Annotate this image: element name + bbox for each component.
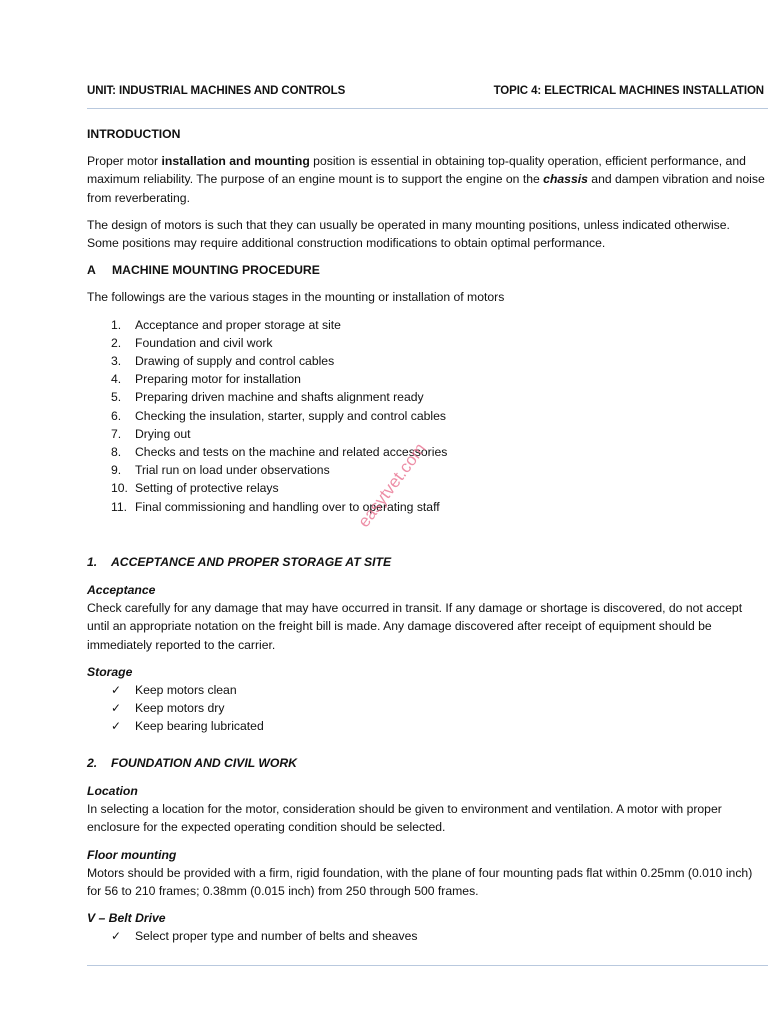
- step-number: 5.: [111, 390, 122, 405]
- storage-item: [87, 681, 765, 699]
- belt-drive-item: [87, 927, 765, 945]
- checkmark-icon: ✓: [111, 719, 122, 734]
- step-number: 10.: [111, 481, 128, 496]
- acceptance-text: Check carefully for any damage that may have occurred in transit. If any damage or shortage is discovered, do not accept until an appropriate notation on the freight bill is made. Any damage discovered after receipt of equipment should be immediately reported to the carrier.: [87, 601, 743, 652]
- section-2-number: 2.: [87, 755, 98, 770]
- mounting-step-item: [87, 352, 765, 370]
- section-2-title: FOUNDATION AND CIVIL WORK: [111, 755, 297, 770]
- location-text: In selecting a location for the motor, consideration should be given to environment and ventilation. A motor with proper enclosure for the expected operating condition should be selected.: [87, 802, 722, 835]
- section-1-title: ACCEPTANCE AND PROPER STORAGE AT SITE: [111, 554, 392, 569]
- intro-p1-bold: installation and mounting: [161, 154, 310, 169]
- mounting-step-item: [87, 316, 765, 334]
- storage-list: [87, 681, 765, 736]
- section-a-letter: A: [87, 263, 96, 278]
- checkmark-icon: ✓: [111, 701, 122, 716]
- storage-item-text: Keep motors dry: [135, 701, 225, 716]
- step-number: 9.: [111, 463, 122, 478]
- document-page: [87, 0, 768, 1024]
- mounting-step-item: [87, 479, 765, 497]
- watermark-text: easytvet.com: [354, 439, 430, 531]
- intro-p1-text-e: and dampen vibration and noise from reverberating.: [87, 172, 765, 205]
- mounting-step-item: [87, 388, 765, 406]
- step-text: Acceptance and proper storage at site: [135, 317, 341, 332]
- belt-drive-title: V – Belt Drive: [87, 911, 166, 926]
- step-number: 7.: [111, 426, 122, 441]
- step-number: 8.: [111, 445, 122, 460]
- intro-p1-text-a: Proper motor: [87, 154, 162, 169]
- document-body: [87, 125, 765, 946]
- step-text: Setting of protective relays: [135, 481, 279, 496]
- header-unit: UNIT: INDUSTRIAL MACHINES AND CONTROLS: [87, 85, 346, 97]
- step-text: Checking the insulation, starter, supply and control cables: [135, 408, 446, 423]
- footer-rule: [87, 965, 768, 966]
- section-2-heading: [87, 754, 765, 772]
- step-text: Preparing driven machine and shafts alignment ready: [135, 390, 424, 405]
- section-a-lead: The followings are the various stages in the mounting or installation of motors: [87, 290, 505, 305]
- floor-mounting-text: Motors should be provided with a firm, rigid foundation, with the plane of four mounting pads flat within 0.25mm (0.010 inch) for 56 to 210 frames; 0.38mm (0.015 inch) from 250 through 500 frames.: [87, 865, 753, 898]
- section-a-heading: [87, 261, 765, 279]
- storage-title: Storage: [87, 664, 133, 679]
- mounting-step-item: [87, 498, 765, 516]
- mounting-step-item: [87, 407, 765, 425]
- storage-item: [87, 717, 765, 735]
- step-text: Drying out: [135, 426, 191, 441]
- intro-paragraph-1: [87, 152, 765, 207]
- step-text: Preparing motor for installation: [135, 372, 301, 387]
- step-text: Foundation and civil work: [135, 335, 273, 350]
- step-text: Final commissioning and handling over to operating staff: [135, 499, 440, 514]
- floor-mounting-title: Floor mounting: [87, 847, 177, 862]
- mounting-steps-list: [87, 316, 765, 516]
- location-title: Location: [87, 783, 138, 798]
- acceptance-title: Acceptance: [87, 583, 156, 598]
- belt-drive-item-text: Select proper type and number of belts and sheaves: [135, 929, 418, 944]
- step-text: Drawing of supply and control cables: [135, 354, 335, 369]
- step-number: 4.: [111, 372, 122, 387]
- storage-item-text: Keep motors clean: [135, 683, 237, 698]
- step-text: Checks and tests on the machine and related accessories: [135, 445, 448, 460]
- step-number: 11.: [111, 499, 128, 514]
- mounting-step-item: [87, 370, 765, 388]
- intro-paragraph-2: The design of motors is such that they can usually be operated in many mounting positions, unless indicated otherwise. Some positions may require additional construction modifications to obtain optimal performance.: [87, 217, 730, 251]
- step-text: Trial run on load under observations: [135, 463, 330, 478]
- page-header: [87, 82, 768, 100]
- step-number: 1.: [111, 317, 122, 332]
- header-topic: TOPIC 4: ELECTRICAL MACHINES INSTALLATION: [493, 85, 764, 97]
- step-number: 6.: [111, 408, 122, 423]
- section-1-heading: [87, 553, 765, 571]
- section-a-title: MACHINE MOUNTING PROCEDURE: [112, 263, 320, 278]
- storage-item: [87, 699, 765, 717]
- intro-p1-text-c: position is essential in obtaining top-quality operation, efficient performance, and maximum reliability. The purpose of an engine mount is to support the engine on the: [87, 154, 746, 187]
- intro-p1-italic: chassis: [543, 172, 588, 187]
- step-number: 3.: [111, 354, 122, 369]
- mounting-step-item: [87, 443, 765, 461]
- step-number: 2.: [111, 335, 122, 350]
- mounting-step-item: [87, 334, 765, 352]
- storage-item-text: Keep bearing lubricated: [135, 719, 264, 734]
- mounting-step-item: [87, 461, 765, 479]
- mounting-step-item: [87, 425, 765, 443]
- checkmark-icon: ✓: [111, 683, 122, 698]
- section-1-number: 1.: [87, 554, 98, 569]
- header-rule: [87, 108, 768, 109]
- belt-drive-list: [87, 927, 765, 945]
- checkmark-icon: ✓: [111, 929, 122, 944]
- intro-heading: INTRODUCTION: [87, 127, 181, 141]
